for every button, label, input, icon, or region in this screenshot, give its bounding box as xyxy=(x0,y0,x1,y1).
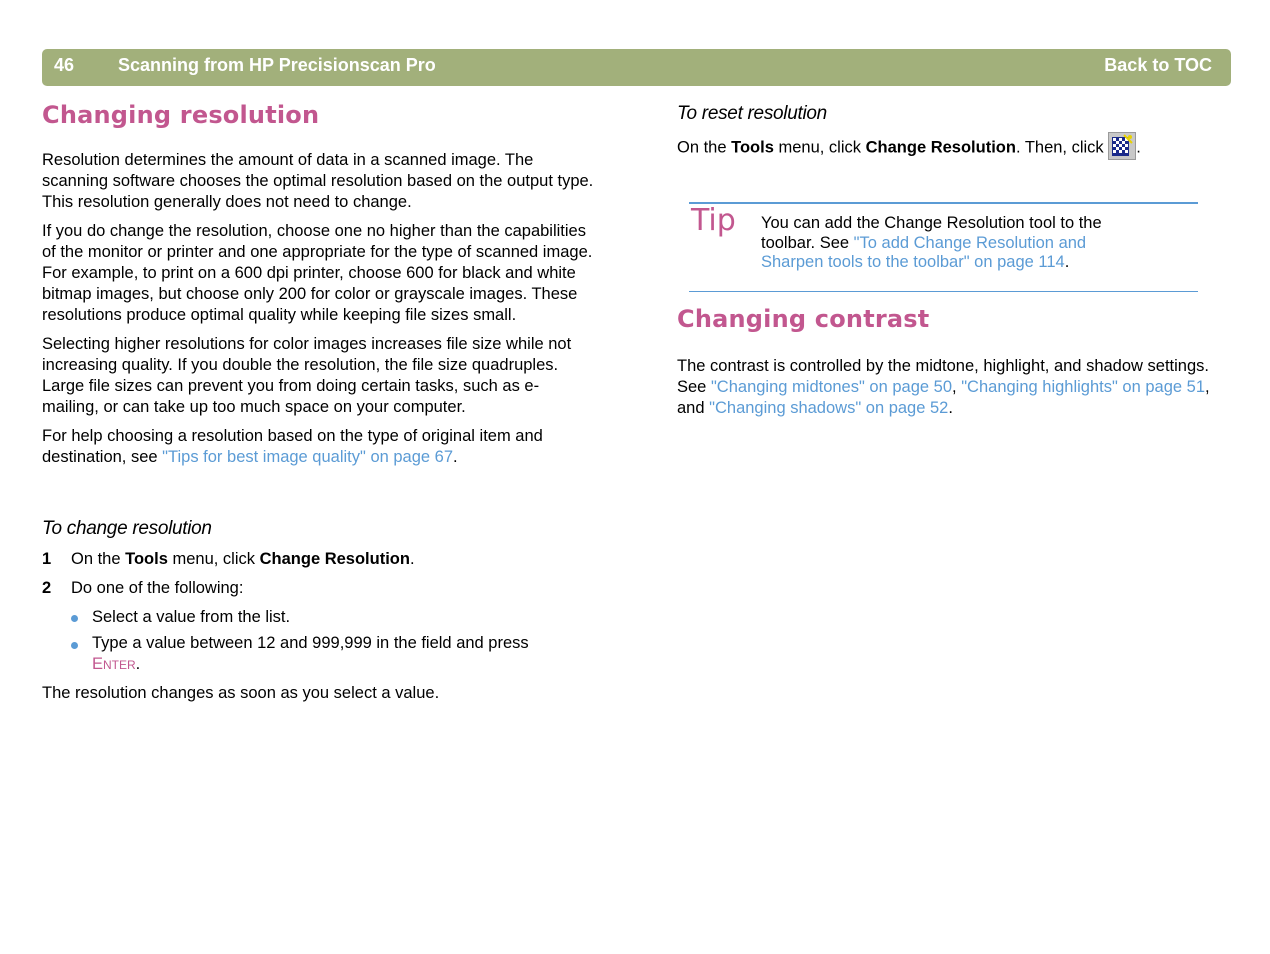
bullet-icon xyxy=(71,615,78,622)
step-2 xyxy=(42,578,592,599)
paragraph-text: For help choosing a resolution based on the type of original item and destination, see xyxy=(42,427,543,466)
changing-shadows-link[interactable]: "Changing shadows" on page 52 xyxy=(709,399,949,417)
step-number: 1 xyxy=(42,550,52,568)
subheading-reset-resolution: To reset resolution xyxy=(677,103,827,124)
resolution-body xyxy=(42,150,594,468)
add-tools-toolbar-link[interactable]: "To add Change Resolution and Sharpen tools to the toolbar" on page 114 xyxy=(761,233,1087,271)
tips-image-quality-link[interactable]: "Tips for best image quality" on page 67 xyxy=(162,448,454,466)
back-to-toc-link[interactable]: Back to TOC xyxy=(1104,55,1212,75)
step-text: Do one of the following: xyxy=(71,579,244,597)
section-heading-resolution: Changing resolution xyxy=(42,101,320,129)
step-number: 2 xyxy=(42,579,52,597)
change-resolution-tool-icon[interactable] xyxy=(1108,132,1136,160)
bullet-text: . xyxy=(135,655,141,673)
tip-top-rule xyxy=(689,202,1198,204)
page-number: 46 xyxy=(54,55,75,75)
tip-label: Tip xyxy=(691,203,736,238)
step-text: On the Tools menu, click Change Resolution. xyxy=(71,550,415,568)
changing-midtones-link[interactable]: "Changing midtones" on page 50 xyxy=(710,378,953,396)
paragraph-text: . xyxy=(453,448,458,466)
step-1 xyxy=(42,549,592,570)
enter-key-label: Enter xyxy=(92,655,136,673)
contrast-paragraph: The contrast is controlled by the midtone, highlight, and shadow settings. See "Changing midtones" on page 50, "Changing highlights" on page 51, and "Changing shadows" on page 52. xyxy=(677,357,1210,417)
changing-highlights-link[interactable]: "Changing highlights" on page 51 xyxy=(961,378,1206,396)
tip-bottom-rule xyxy=(689,291,1198,292)
reset-instruction: On the Tools menu, click Change Resolution. Then, click . xyxy=(677,134,1237,162)
closing-paragraph: The resolution changes as soon as you select a value. xyxy=(42,684,440,702)
paragraph: If you do change the resolution, choose one no higher than the capabilities of the monitor or printer and one appropriate for the type of scanned image. For example, to print on a 600 dpi printer, choose 600 for black and white bitmap images, but choose only 200 for color or grayscale images. These resolutions produce optimal quality while keeping file sizes small. xyxy=(42,222,593,324)
bullet-item: Select a value from the list. xyxy=(92,608,291,626)
paragraph xyxy=(42,426,594,468)
tip-text: You can add the Change Resolution tool to the toolbar. See "To add Change Resolution and Sharpen tools to the toolbar" on page 114. xyxy=(761,214,1102,271)
chapter-title: Scanning from HP Precisionscan Pro xyxy=(118,55,436,75)
page-header-bar xyxy=(42,49,1231,86)
paragraph: Selecting higher resolutions for color images increases file size while not increasing quality. If you double the resolution, the file size quadruples. Large file sizes can prevent you from doing certain tasks, such as e-mailing, or can take up too much space on your computer. xyxy=(42,335,572,416)
subheading-change-resolution: To change resolution xyxy=(42,518,212,539)
section-heading-contrast: Changing contrast xyxy=(677,305,930,333)
bullet-icon xyxy=(71,642,78,649)
paragraph: Resolution determines the amount of data in a scanned image. The scanning software chooses the optimal resolution based on the output type. This resolution generally does not need to change. xyxy=(42,151,594,211)
bullet-item xyxy=(92,633,592,675)
bullet-text: Type a value between 12 and 999,999 in the field and press xyxy=(92,634,529,652)
